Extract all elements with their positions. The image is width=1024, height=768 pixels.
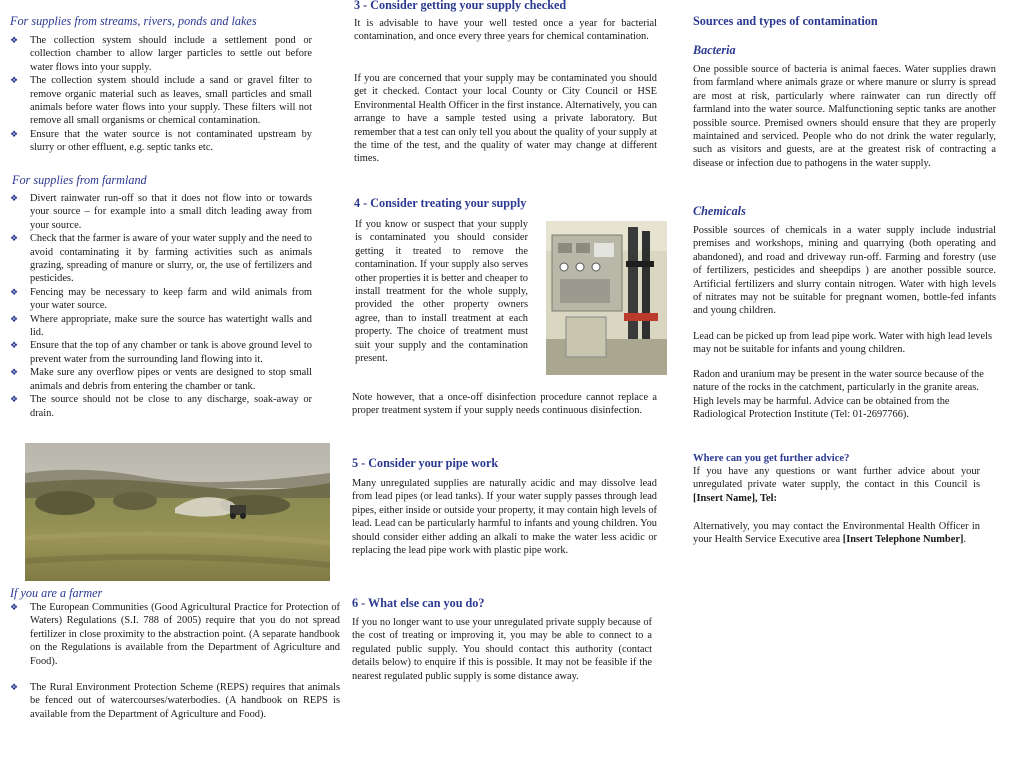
farmer-list xyxy=(10,601,340,721)
advice-2-text: Alternatively, you may contact the Environmental Health Officer in your Health Service Executive area xyxy=(693,521,980,546)
diamond-bullet-icon: ❖ xyxy=(10,128,19,139)
list-item: ❖ Where appropriate, make sure the source has watertight walls and lid. xyxy=(10,313,312,339)
list-item: ❖ Ensure that the water source is not contaminated upstream by slurry or other effluent, e.g. septic tanks etc. xyxy=(10,128,312,154)
diamond-bullet-icon: ❖ xyxy=(10,313,19,324)
list-item: ❖ Fencing may be necessary to keep farm and wild animals from your water source. xyxy=(10,286,312,312)
paragraph-chemicals-2: Lead can be picked up from lead pipe work. Water with high lead levels may not be suitable for infants and young children. xyxy=(693,331,993,356)
paragraph-bacteria: One possible source of bacteria is animal faeces. Water supplies drawn from farmland where animals graze or where manure or slurry is spread are most at risk, particularly where rainwater can run directly off farmland into the water source. Malfunctioning septic tanks are another possible source. Premised owners should ensure that they are properly maintained and serviced. People who do not drink the water regularly, such as visitors and guests, are at the greatest risk of contracting a disease or infection due to pathogens in the water supply. xyxy=(693,64,996,169)
diamond-bullet-icon: ❖ xyxy=(10,682,19,693)
tractor-spreading-image xyxy=(25,443,330,581)
advice-1-text: If you have any questions or want further advice about your unregulated private water supply, the contact in this Council is xyxy=(693,466,980,491)
diamond-bullet-icon: ❖ xyxy=(10,193,19,203)
paragraph-3a: It is advisable to have your well tested once a year for bacterial contamination, and once every three years for chemical contamination. xyxy=(354,18,657,43)
paragraph-3b: If you are concerned that your supply may be contaminated you should get it checked. Contact your local County or City Council or HSE Environmental Health Officer in the first instance. Alternatively, you can arrange to have a sample tested using a private laboratory. But remember that a test can only tell you about the quality of your supply at the time of the test, and the quality of water may change at different times. xyxy=(354,73,657,165)
diamond-bullet-icon: ❖ xyxy=(10,367,19,378)
diamond-bullet-icon: ❖ xyxy=(10,394,19,405)
telephone-placeholder: [Insert Telephone Number] xyxy=(842,534,964,546)
diamond-bullet-icon: ❖ xyxy=(10,340,19,351)
heading-bacteria: Bacteria xyxy=(693,43,736,57)
diamond-bullet-icon: ❖ xyxy=(10,35,19,45)
list-item: ❖ The European Communities (Good Agricultural Practice for Protection of Waters) Regulations (S.I. 788 of 2005) require that you do not spread fertilizer in close proximity to the abstraction point. (A separate handbook on the Regulations is available from the Department of Agriculture and Food). xyxy=(10,602,340,667)
heading-sources: Sources and types of contamination xyxy=(693,14,878,28)
list-item: ❖ Make sure any overflow pipes or vents are designed to stop small animals and debris from entering the chamber or tank. xyxy=(10,367,312,392)
diamond-bullet-icon: ❖ xyxy=(10,233,19,244)
diamond-bullet-icon: ❖ xyxy=(10,602,19,612)
paragraph-advice-2 xyxy=(693,520,980,547)
diamond-bullet-icon: ❖ xyxy=(10,75,19,86)
streams-list xyxy=(10,34,312,155)
heading-section-6: 6 - What else can you do? xyxy=(352,596,485,610)
paragraph-chemicals-1: Possible sources of chemicals in a water supply include industrial premises and workshops, mining and quarrying (both operating and abandoned), and road and driveway run-off. Farming and forestry (use of fertilizers, pesticides and sheepdips ) are another possible source. Artificial fertilizers and slurry contain nitrogen. Water with high levels of nitrates may not be suitable for pregnant women, bottle-fed infants and young children. xyxy=(693,225,996,317)
farmland-list xyxy=(10,192,312,420)
list-item: ❖ The collection system should include a settlement pond or collection chamber to allow larger particles to settle out before water flows into your supply. xyxy=(10,35,312,73)
treatment-equipment-photo xyxy=(546,221,667,375)
list-item: ❖ The collection system should include a sand or gravel filter to remove organic material such as leaves, small particles and small animals before water flows into your supply. These filters will not remove all small organisms or chemical contamination. xyxy=(10,75,312,127)
farmland-photo xyxy=(25,443,330,581)
list-item: ❖ Ensure that the top of any chamber or tank is above ground level to prevent water from the surrounding land flowing into it. xyxy=(10,340,312,365)
paragraph-5: Many unregulated supplies are naturally acidic and may dissolve lead from lead pipes (or lead tanks). If your water supply passes through lead pipes, either inside or outside your property, it may contain high levels of lead. Lead can be particularly harmful to infants and young children. You should consider either adding an alkali to make the water less acidic or replacing the lead pipe work with plastic pipe work. xyxy=(352,478,657,557)
heading-section-4: 4 - Consider treating your supply xyxy=(354,196,527,210)
heading-streams: For supplies from streams, rivers, ponds and lakes xyxy=(10,14,257,28)
diamond-bullet-icon: ❖ xyxy=(10,286,19,297)
heading-advice: Where can you get further advice? xyxy=(693,453,850,464)
list-item: ❖ Divert rainwater run-off so that it does not flow into or towards your source – for example into a small ditch leading away from your source. xyxy=(10,193,312,231)
heading-chemicals: Chemicals xyxy=(693,204,746,218)
heading-farmland: For supplies from farmland xyxy=(12,173,147,187)
list-item: ❖ The Rural Environment Protection Scheme (REPS) requires that animals be fenced out of watercourses/waterbodies. (A handbook on REPS is available from the Department of Agriculture and Food). xyxy=(10,682,340,720)
heading-section-5: 5 - Consider your pipe work xyxy=(352,456,499,470)
paragraph-advice-1 xyxy=(693,465,980,505)
list-item: ❖ The source should not be close to any discharge, soak-away or drain. xyxy=(10,394,312,419)
treatment-system-image xyxy=(546,221,667,375)
paragraph-4b: Note however, that a once-off disinfection procedure cannot replace a proper treatment system if your supply needs continuous disinfection. xyxy=(352,392,657,417)
paragraph-4a: If you know or suspect that your supply is contaminated you should consider getting it treated to remove the contamination. If your supply also serves other properties it is better and cheaper to install treatment for the whole supply, provided the other property owners agree, than to install treatment at each property. The choice of treatment must suit your supply and the contamination present. xyxy=(355,219,528,365)
paragraph-6: If you no longer want to use your unregulated private supply because of the cost of treating or improving it, you may be able to connect to a regulated public supply. You should contact this authority (contact details below) to enquire if this is possible. It may not be feasible if the nearest regulated public supply is some distance away. xyxy=(352,617,652,682)
paragraph-chemicals-3: Radon and uranium may be present in the water source because of the nature of the rocks in the catchment, particularly in the granite areas. High levels may be harmful. Advice can be obtained from the Radiological Protection Institute (Tel: 01-2697766). xyxy=(693,369,984,421)
list-item: ❖ Check that the farmer is aware of your water supply and the need to avoid contaminating it by farming activities such as animals grazing, spreading of manure or slurry, or, the use of fertilizers and pesticides. xyxy=(10,233,312,285)
heading-farmer: If you are a farmer xyxy=(10,586,103,600)
advice-2-end: . xyxy=(963,534,967,546)
heading-section-3: 3 - Consider getting your supply checked xyxy=(354,0,567,12)
contact-name-placeholder: [Insert Name], Tel: xyxy=(693,492,777,504)
